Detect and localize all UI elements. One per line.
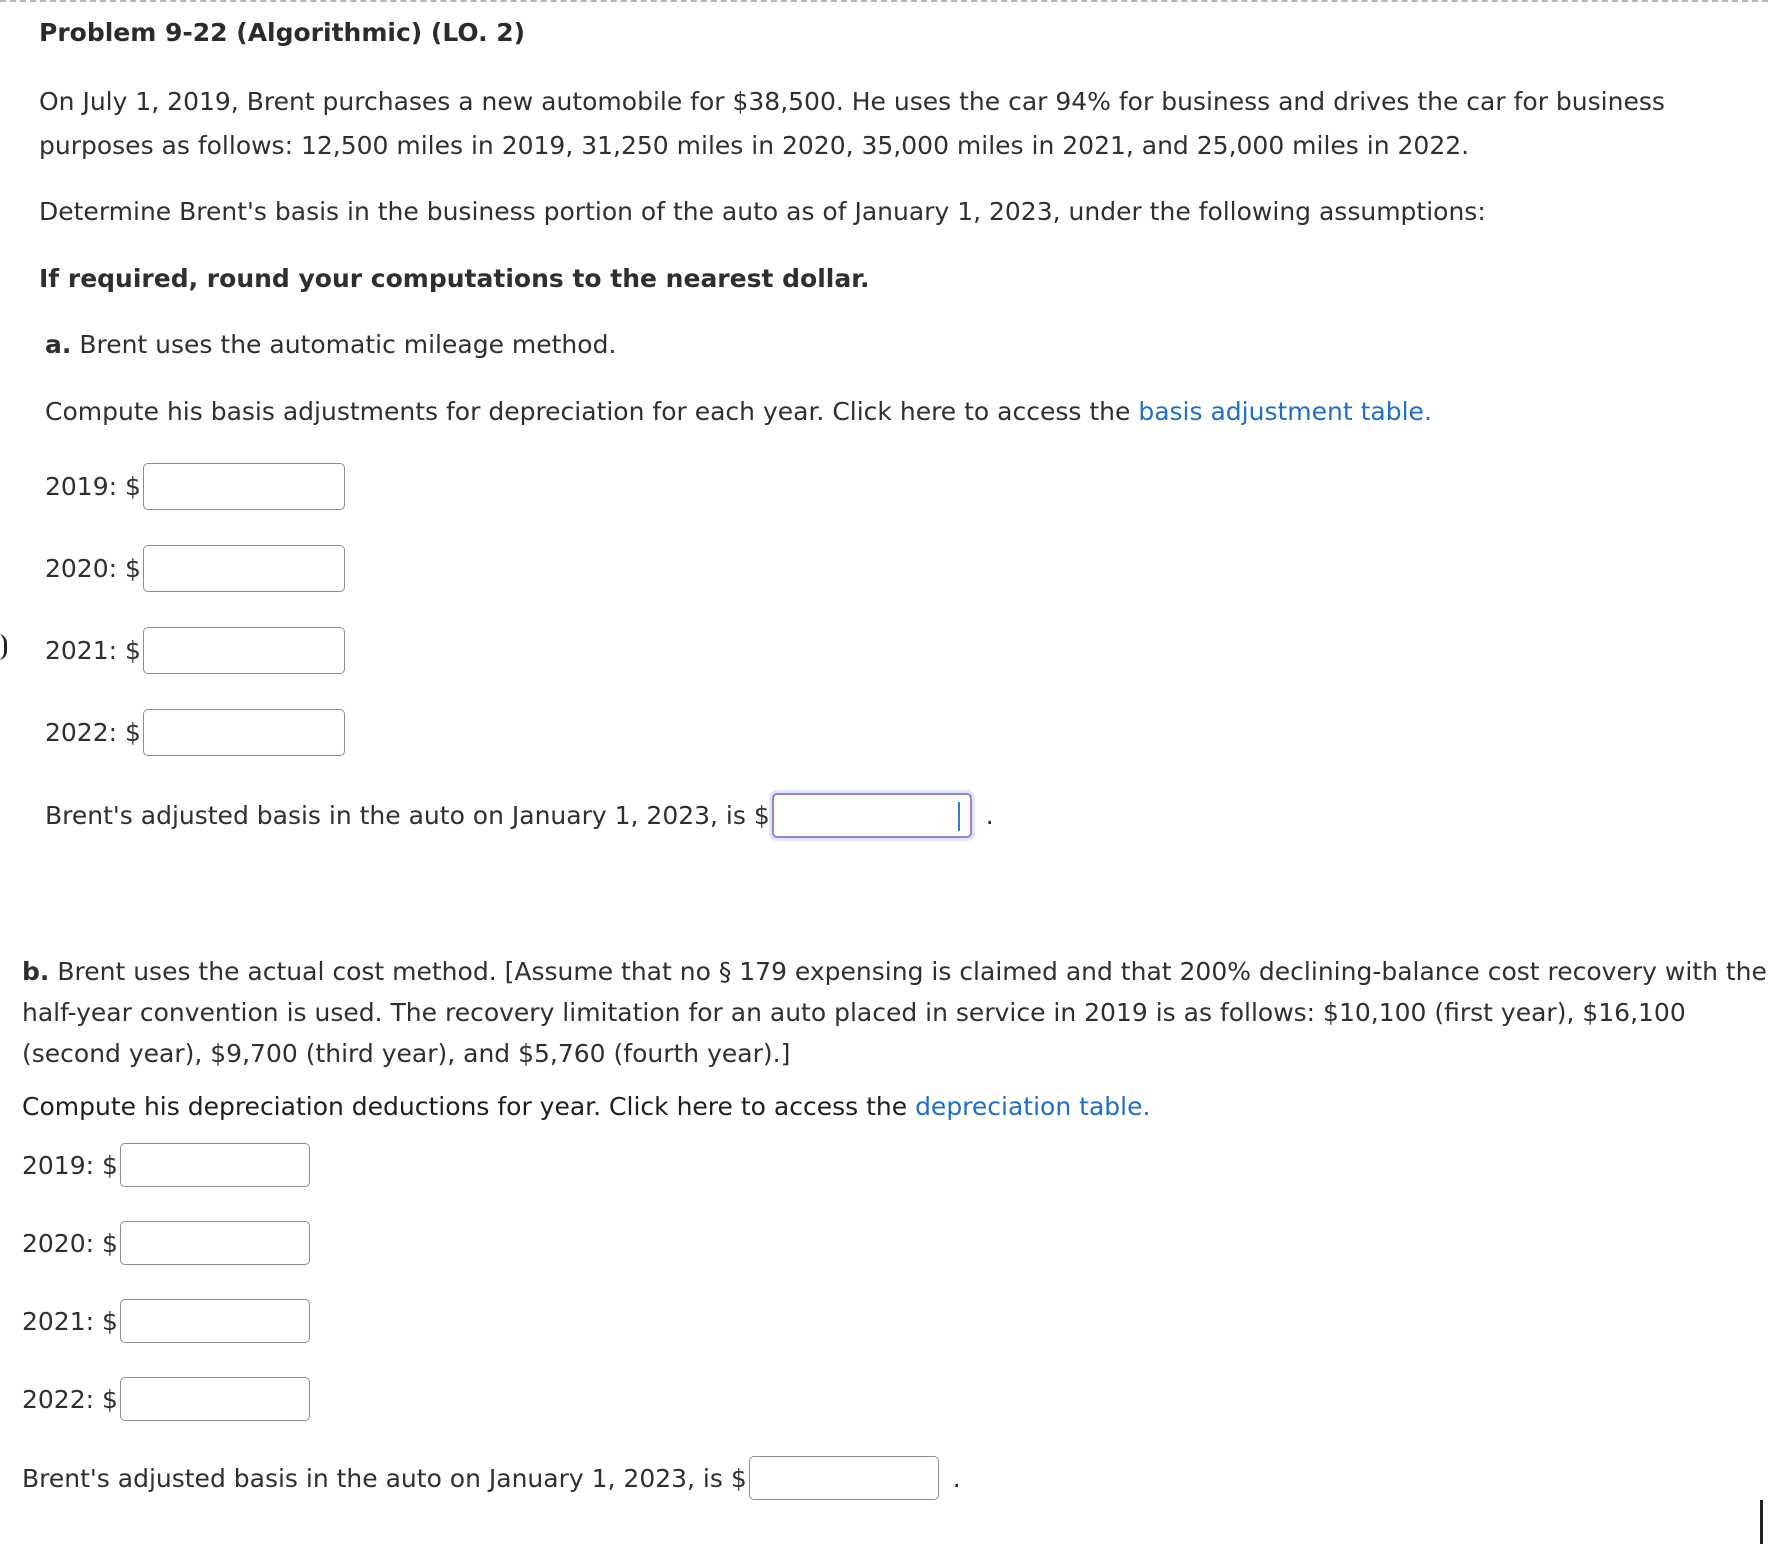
part-b-link-suffix: . <box>1142 1092 1151 1121</box>
part-a-row-2019 <box>45 463 345 510</box>
problem-title: Problem 9-22 (Algorithmic) (LO. 2) <box>39 18 526 47</box>
part-b-row-label: 2019: $ <box>22 1150 118 1180</box>
part-a-adjusted-label: Brent's adjusted basis in the auto on January 1, 2023, is $ <box>45 801 770 830</box>
part-b-period: . <box>952 1463 961 1493</box>
part-a-row-label: 2021: $ <box>45 636 141 665</box>
part-b-row-label: 2021: $ <box>22 1306 118 1336</box>
part-b-row-2019 <box>22 1143 310 1187</box>
part-a-row-2020 <box>45 545 345 592</box>
part-a-heading <box>45 323 616 366</box>
part-b-row-2020 <box>22 1221 310 1265</box>
part-b-row-label: 2020: $ <box>22 1228 118 1258</box>
determine-text: Determine Brent's basis in the business portion of the auto as of January 1, 2023, under the following assumptions: <box>39 197 1486 226</box>
rounding-instruction: If required, round your computations to the nearest dollar. <box>39 264 870 293</box>
part-b-2021-input[interactable] <box>120 1299 310 1343</box>
part-b-row-2021 <box>22 1299 310 1343</box>
part-b-heading-line-1 <box>22 950 1767 993</box>
part-a-row-2021 <box>45 627 345 674</box>
scrollbar-edge <box>1760 1500 1763 1544</box>
part-a-row-label: 2019: $ <box>45 472 141 501</box>
part-a-instruction <box>45 390 1432 433</box>
part-b-row-2022 <box>22 1377 310 1421</box>
part-a-row-2022 <box>45 709 345 756</box>
intro-line-1: On July 1, 2019, Brent purchases a new automobile for $38,500. He uses the car 94% for business and drives the car for business <box>39 87 1665 116</box>
part-a-adjusted-basis-row <box>45 793 994 838</box>
part-b-text-line-1: Brent uses the actual cost method. [Assume that no § 179 expensing is claimed and that 200% declining-balance cost recovery with the <box>57 957 1767 986</box>
part-b-adjusted-label: Brent's adjusted basis in the auto on January 1, 2023, is $ <box>22 1463 747 1493</box>
part-a-period: . <box>985 801 994 830</box>
part-b-2019-input[interactable] <box>120 1143 310 1187</box>
top-divider <box>0 0 1768 4</box>
part-a-label: a. <box>45 330 72 359</box>
left-edge-handle <box>0 634 7 660</box>
part-b-text-line-3: (second year), $9,700 (third year), and $5,760 (fourth year).] <box>22 1039 791 1068</box>
part-b-adjusted-basis-input[interactable] <box>749 1456 939 1500</box>
part-a-2021-input[interactable] <box>143 627 345 674</box>
basis-adjustment-table-link[interactable]: basis adjustment table <box>1138 397 1424 426</box>
part-a-2022-input[interactable] <box>143 709 345 756</box>
part-b-row-label: 2022: $ <box>22 1384 118 1414</box>
part-a-text: Brent uses the automatic mileage method. <box>79 330 617 359</box>
part-a-adjusted-basis-input[interactable] <box>772 793 972 838</box>
part-a-2019-input[interactable] <box>143 463 345 510</box>
part-b-text-line-2: half-year convention is used. The recovery limitation for an auto placed in service in 2019 is as follows: $10,100 (first year), $16,100 <box>22 998 1686 1027</box>
part-a-2020-input[interactable] <box>143 545 345 592</box>
part-a-instruction-text: Compute his basis adjustments for depreciation for each year. Click here to access the <box>45 397 1139 426</box>
depreciation-table-link[interactable]: depreciation table <box>915 1092 1143 1121</box>
part-b-2020-input[interactable] <box>120 1221 310 1265</box>
part-a-row-label: 2022: $ <box>45 718 141 747</box>
part-a-link-suffix: . <box>1423 397 1432 426</box>
part-b-instruction-text: Compute his depreciation deductions for year. Click here to access the <box>22 1092 916 1121</box>
part-b-adjusted-basis-row <box>22 1456 961 1500</box>
intro-line-2: purposes as follows: 12,500 miles in 2019, 31,250 miles in 2020, 35,000 miles in 2021, and 25,000 miles in 2022. <box>39 131 1470 160</box>
part-b-label: b. <box>22 957 50 986</box>
part-b-2022-input[interactable] <box>120 1377 310 1421</box>
text-cursor <box>958 802 960 831</box>
part-b-instruction <box>22 1085 1150 1128</box>
part-a-row-label: 2020: $ <box>45 554 141 583</box>
